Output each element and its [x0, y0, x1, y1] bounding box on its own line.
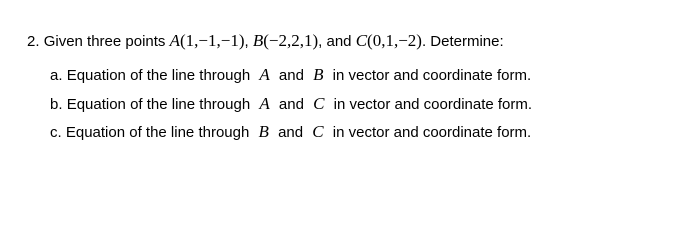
item-label: b.: [50, 96, 63, 113]
item-point-2: C: [312, 122, 324, 141]
point-c: [356, 31, 422, 50]
separator-1: ,: [244, 33, 249, 50]
point-c-coords: (0,1,−2): [367, 31, 422, 50]
question-number: 2.: [27, 33, 40, 50]
item-label: c.: [50, 124, 62, 141]
point-b: [253, 31, 318, 50]
item-text-before: Equation of the line through: [65, 124, 250, 141]
item-text-before: Equation of the line through: [66, 67, 251, 84]
item-label: a.: [50, 67, 63, 84]
item-point-1: A: [259, 94, 270, 113]
item-and: and: [278, 96, 304, 113]
point-a-coords: (1,−1,−1): [180, 31, 245, 50]
point-a-name: A: [169, 31, 180, 50]
question-line: [27, 31, 504, 52]
item-text-before: Equation of the line through: [66, 96, 251, 113]
item-point-1: A: [259, 65, 270, 84]
point-b-coords: (−2,2,1): [263, 31, 319, 50]
item-point-2: B: [313, 65, 324, 84]
item-point-1: B: [258, 122, 269, 141]
question-intro: Given three points: [43, 33, 166, 50]
item-text-after: in vector and coordinate form.: [332, 67, 532, 84]
list-item: [50, 65, 531, 86]
point-c-name: C: [355, 31, 368, 50]
item-text-after: in vector and coordinate form.: [333, 96, 533, 113]
list-item: [50, 122, 531, 143]
item-and: and: [278, 67, 304, 84]
item-and: and: [278, 124, 304, 141]
list-item: [50, 94, 532, 115]
question-tail: . Determine:: [421, 33, 504, 50]
separator-2: , and: [318, 33, 352, 50]
item-text-after: in vector and coordinate form.: [332, 124, 532, 141]
point-a: [170, 31, 245, 50]
point-b-name: B: [252, 31, 264, 50]
item-point-2: C: [313, 94, 325, 113]
